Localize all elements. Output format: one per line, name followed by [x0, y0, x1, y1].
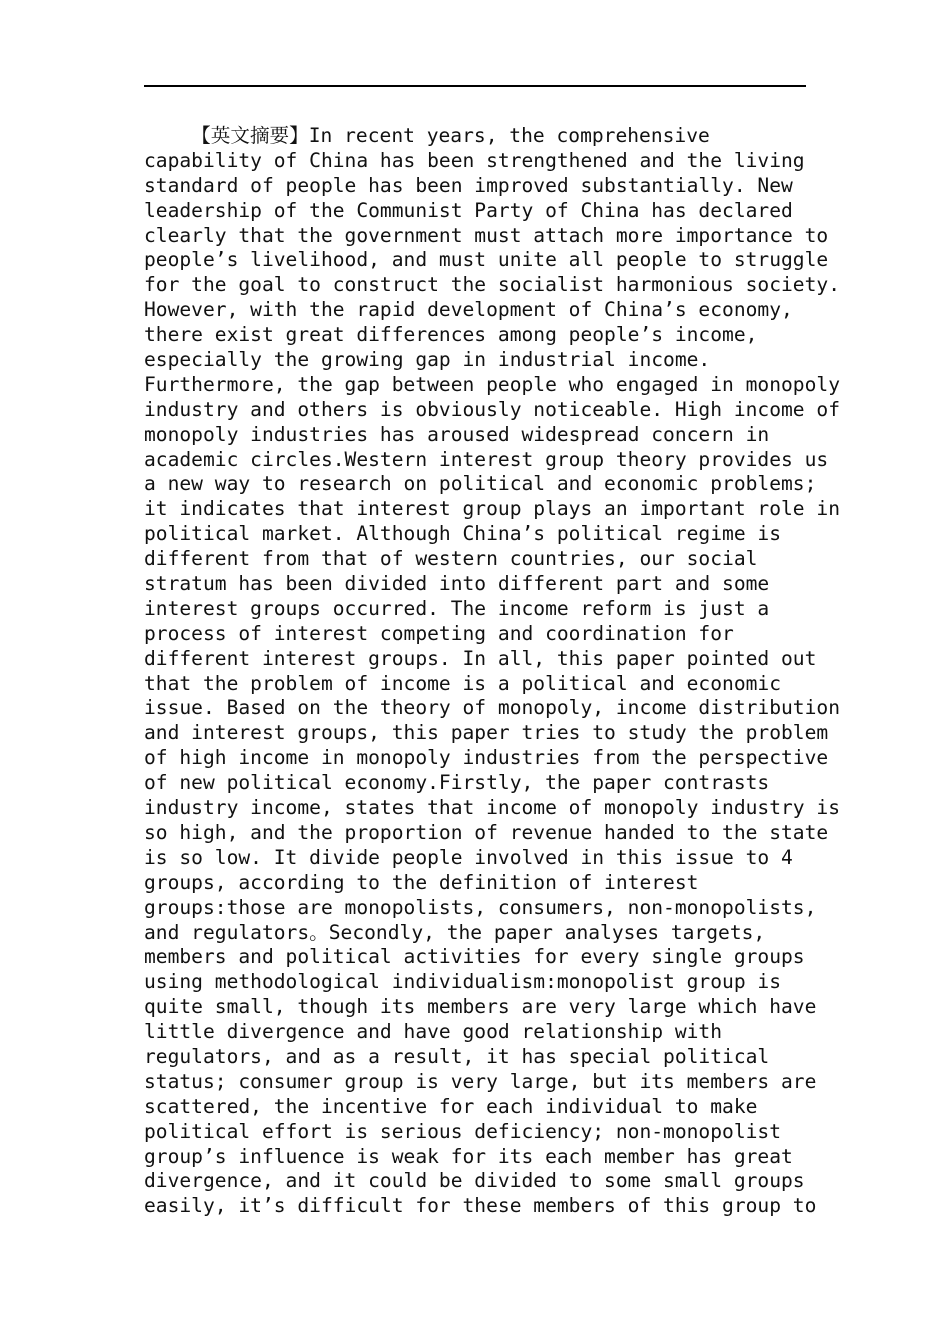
abstract-line: of high income in monopoly industries from the perspective — [144, 746, 829, 770]
abstract-line: standard of people has been improved substantially. New — [144, 173, 793, 197]
abstract-line: that the problem of income is a political and economic — [144, 671, 782, 695]
abstract-line: political market. Although China’s political regime is — [144, 522, 782, 546]
abstract-line: status; consumer group is very large, but its members are — [144, 1069, 817, 1093]
abstract-line: little divergence and have good relationship with — [144, 1020, 723, 1044]
abstract-line: group’s influence is weak for its each member has great — [144, 1144, 793, 1168]
abstract-line: regulators, and as a result, it has special political — [144, 1044, 770, 1068]
abstract-line: clearly that the government must attach more importance to — [144, 223, 829, 247]
abstract-line: so high, and the proportion of revenue handed to the state — [144, 820, 829, 844]
abstract-line: interest groups occurred. The income reform is just a — [144, 596, 770, 620]
abstract-line: is so low. It divide people involved in this issue to 4 — [144, 845, 793, 869]
abstract-line: monopoly industries has aroused widespread concern in — [144, 422, 770, 446]
abstract-line: industry and others is obviously noticeable. High income of — [144, 397, 840, 421]
abstract-line: members and political activities for every single groups — [144, 945, 805, 969]
abstract-line: a new way to research on political and economic problems; — [144, 472, 817, 496]
abstract-line: However, with the rapid development of China’s economy, — [144, 298, 793, 322]
abstract-line: 【英文摘要】In recent years, the comprehensive — [144, 124, 710, 147]
abstract-line: stratum has been divided into different part and some — [144, 572, 770, 596]
abstract-line: leadership of the Communist Party of China has declared — [144, 198, 793, 222]
abstract-line: Furthermore, the gap between people who engaged in monopoly — [144, 372, 840, 396]
abstract-line: for the goal to construct the socialist harmonious society. — [144, 273, 840, 297]
abstract-line: different interest groups. In all, this paper pointed out — [144, 646, 817, 670]
abstract-line: quite small, though its members are very large which have — [144, 995, 817, 1019]
abstract-line: and regulators。Secondly, the paper analyses targets, — [144, 920, 766, 944]
header-rule — [144, 85, 806, 87]
abstract-line: capability of China has been strengthened and the living — [144, 148, 805, 172]
abstract-line: scattered, the incentive for each individual to make — [144, 1094, 758, 1118]
abstract-line: different from that of western countries, our social — [144, 547, 758, 571]
abstract-line: issue. Based on the theory of monopoly, income distribution — [144, 696, 840, 720]
abstract-line: academic circles.Western interest group theory provides us — [144, 447, 829, 471]
abstract-line: divergence, and it could be divided to some small groups — [144, 1169, 805, 1193]
abstract-line: especially the growing gap in industrial income. — [144, 348, 711, 372]
abstract-line: industry income, states that income of monopoly industry is — [144, 796, 840, 820]
abstract-line: there exist great differences among people’s income, — [144, 323, 758, 347]
abstract-line: and interest groups, this paper tries to study the problem — [144, 721, 829, 745]
abstract-line: of new political economy.Firstly, the paper contrasts — [144, 771, 770, 795]
abstract-line: people’s livelihood, and must unite all people to struggle — [144, 248, 829, 272]
english-abstract — [144, 124, 840, 1219]
abstract-line: political effort is serious deficiency; non-monopolist — [144, 1119, 782, 1143]
abstract-line: process of interest competing and coordination for — [144, 621, 734, 645]
abstract-line: easily, it’s difficult for these members of this group to — [144, 1194, 817, 1218]
abstract-line: using methodological individualism:monopolist group is — [144, 970, 782, 994]
abstract-line: groups, according to the definition of interest — [144, 870, 699, 894]
abstract-line: it indicates that interest group plays an important role in — [144, 497, 840, 521]
abstract-line: groups:those are monopolists, consumers, non-monopolists, — [144, 895, 817, 919]
